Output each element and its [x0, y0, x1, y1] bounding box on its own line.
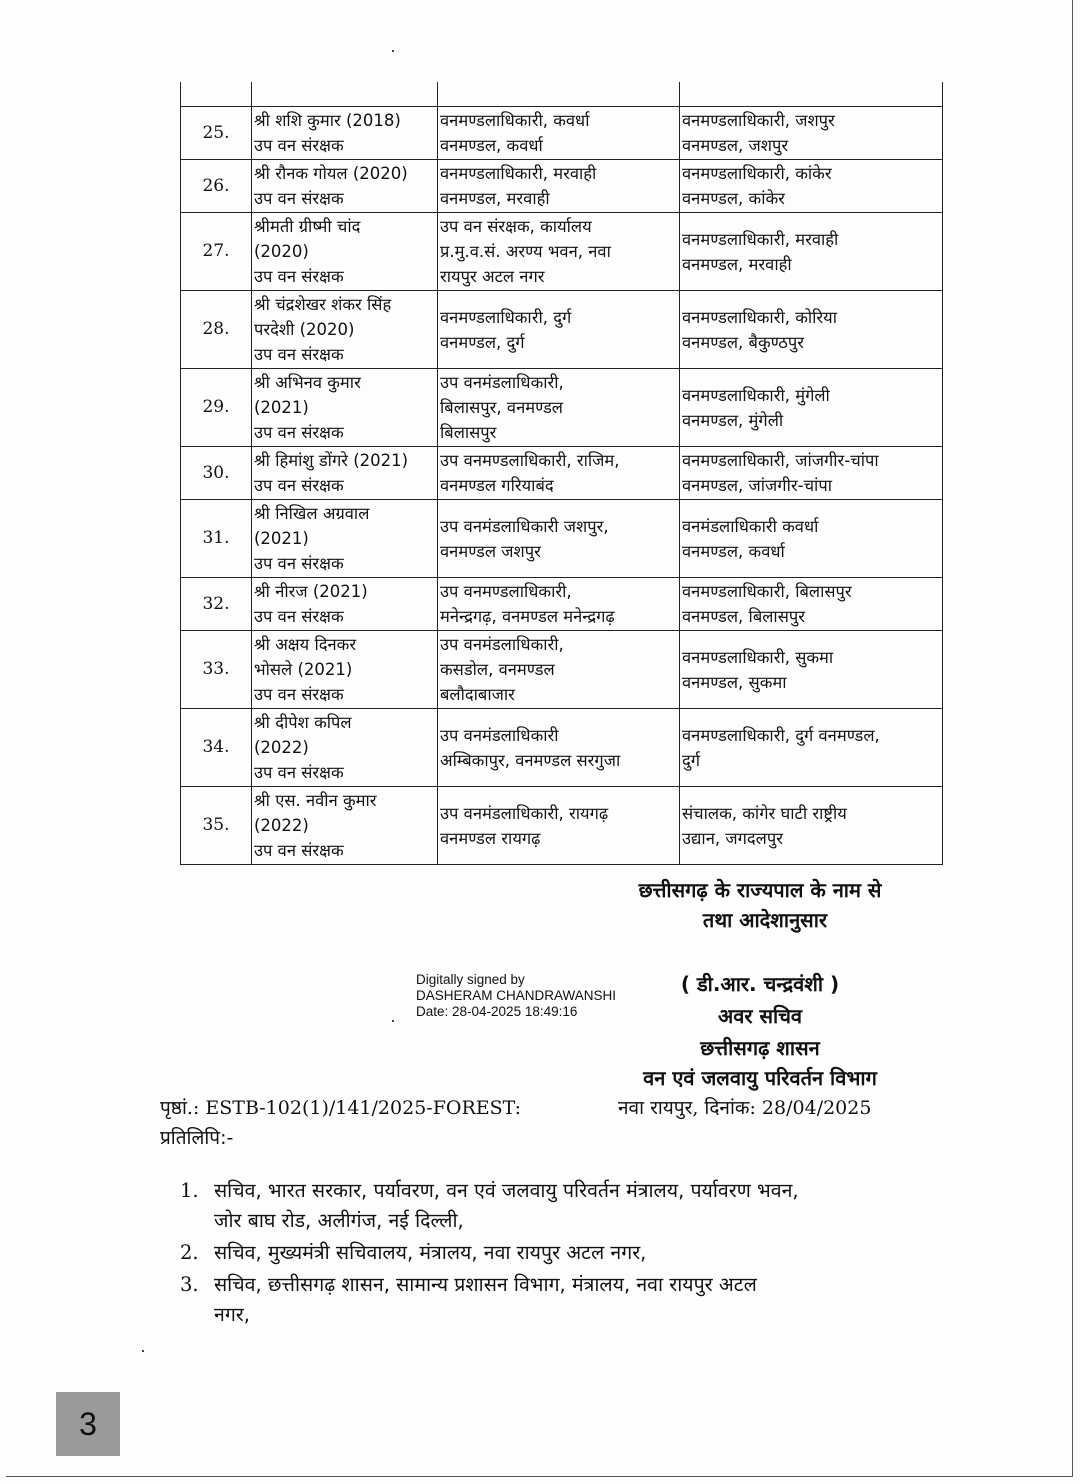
new-posting-text: वनमण्डलाधिकारी, बिलासपुर — [682, 582, 852, 601]
copy-item-number: 1. — [180, 1179, 199, 1202]
officer-text: उप वन संरक्षक — [254, 267, 344, 286]
copy-list-item — [180, 1176, 980, 1236]
signatory-department: वन एवं जलवायु परिवर्तन विभाग — [643, 1066, 877, 1090]
table-row — [181, 291, 943, 369]
new-posting-text: वनमण्डलाधिकारी, सुकमा — [682, 647, 834, 667]
officer-text: उप वन संरक्षक — [254, 841, 344, 860]
serial-number-text: 35. — [202, 815, 230, 835]
new-posting-text: वनमण्डल, सुकमा — [682, 672, 787, 692]
new-posting-text: वनमण्डल, कांकेर — [682, 189, 785, 208]
current-posting-cell — [438, 709, 680, 787]
officer-cell — [252, 787, 438, 865]
new-posting-text: वनमण्डल, कवर्धा — [682, 541, 785, 561]
serial-number-cell — [181, 107, 252, 160]
serial-number-cell — [181, 291, 252, 369]
table-row — [181, 631, 943, 709]
officer-text: (2022) — [254, 738, 309, 757]
signatory-government: छत्तीसगढ़ शासन — [700, 1036, 820, 1060]
copy-item-text: जोर बाघ रोड, अलीगंज, नई दिल्ली, — [214, 1209, 464, 1232]
endorsement-number: पृष्ठां.: ESTB-102(1)/141/2025-FOREST: — [160, 1097, 522, 1119]
officer-text: श्री नीरज (2021) — [254, 582, 368, 601]
current-posting-text: वनमण्डल, दुर्ग — [440, 332, 525, 352]
officer-text: उप वन संरक्षक — [254, 607, 344, 626]
officer-cell — [252, 709, 438, 787]
officer-cell — [252, 213, 438, 291]
new-posting-text: वनमण्डल, जशपुर — [682, 136, 789, 155]
serial-number-text: 25. — [202, 122, 230, 143]
current-posting-cell — [438, 213, 680, 291]
new-posting-cell — [680, 213, 943, 291]
new-posting-text: वनमंडलाधिकारी कवर्धा — [682, 516, 819, 536]
officer-text: (2021) — [254, 529, 309, 548]
current-posting-cell — [438, 578, 680, 631]
table-row — [181, 213, 943, 291]
new-posting-text: संचालक, कांगेर घाटी राष्ट्रीय — [682, 803, 847, 823]
officer-cell — [252, 160, 438, 213]
serial-number-text: 29. — [202, 397, 230, 417]
current-posting-cell — [438, 107, 680, 160]
serial-number-text: 33. — [202, 659, 230, 679]
current-posting-text: उप वनमंडलाधिकारी, — [440, 635, 564, 654]
officer-text: श्री दीपेश कपिल — [254, 713, 352, 732]
table-row — [181, 578, 943, 631]
new-posting-text: वनमण्डलाधिकारी, मुंगेली — [682, 385, 830, 405]
officer-cell — [252, 447, 438, 500]
current-posting-text: कसडोल, वनमण्डल — [440, 660, 555, 679]
new-posting-cell — [680, 709, 943, 787]
new-posting-text: वनमण्डल, बिलासपुर — [682, 607, 805, 626]
current-posting-cell — [438, 291, 680, 369]
copy-list-item — [180, 1270, 980, 1330]
digital-signature-line: Digitally signed by — [416, 972, 525, 987]
serial-number-text: 30. — [202, 462, 230, 483]
officer-text: श्री अक्षय दिनकर — [254, 635, 357, 654]
serial-number-cell — [181, 578, 252, 631]
current-posting-cell — [438, 787, 680, 865]
page-number: 3 — [56, 1392, 120, 1456]
serial-number-text: 34. — [202, 737, 230, 757]
officer-text: भोसले (2021) — [254, 660, 353, 679]
serial-number-cell — [181, 787, 252, 865]
new-posting-cell — [680, 447, 943, 500]
new-posting-text: वनमण्डल, मुंगेली — [682, 410, 784, 430]
officer-cell — [252, 369, 438, 447]
current-posting-text: उप वन संरक्षक, कार्यालय — [440, 217, 592, 236]
officer-cell — [252, 291, 438, 369]
officer-text: श्री रौनक गोयल (2020) — [254, 164, 408, 183]
officer-text: उप वन संरक्षक — [254, 136, 344, 155]
copy-item-text: सचिव, भारत सरकार, पर्यावरण, वन एवं जलवायु परिवर्तन मंत्रालय, पर्यावरण भवन, — [214, 1179, 799, 1202]
current-posting-text: उप वनमंडलाधिकारी, रायगढ़ — [440, 803, 609, 823]
officer-text: उप वन संरक्षक — [254, 763, 344, 782]
serial-number-text: 32. — [202, 593, 230, 614]
new-posting-text: वनमण्डलाधिकारी, कोरिया — [682, 307, 838, 327]
new-posting-cell — [680, 160, 943, 213]
officer-text: श्री चंद्रशेखर शंकर सिंह — [254, 295, 392, 314]
current-posting-text: उप वनमंडलाधिकारी, — [440, 373, 564, 392]
current-posting-text: वनमण्डल जशपुर — [440, 541, 541, 561]
copy-list — [180, 1176, 980, 1332]
serial-number-cell — [181, 213, 252, 291]
current-posting-cell — [438, 160, 680, 213]
digital-signature-name: DASHERAM CHANDRAWANSHI — [416, 988, 617, 1003]
current-posting-text: वनमण्डल गरियाबंद — [440, 476, 554, 495]
table-row — [181, 709, 943, 787]
current-posting-cell — [438, 447, 680, 500]
new-posting-text: वनमण्डलाधिकारी, दुर्ग वनमण्डल, — [682, 725, 880, 745]
officer-cell — [252, 107, 438, 160]
current-posting-text: वनमण्डलाधिकारी, कवर्धा — [440, 111, 590, 130]
serial-number-cell — [181, 160, 252, 213]
copy-list-item — [180, 1238, 980, 1268]
new-posting-text: दुर्ग — [682, 750, 701, 770]
current-posting-text: रायपुर अटल नगर — [440, 267, 545, 286]
current-posting-text: अम्बिकापुर, वनमण्डल सरगुजा — [440, 750, 621, 770]
current-posting-text: वनमण्डलाधिकारी, दुर्ग — [440, 307, 572, 327]
officer-text: उप वन संरक्षक — [254, 423, 344, 442]
officer-text: (2021) — [254, 398, 309, 417]
new-posting-text: वनमण्डलाधिकारी, मरवाही — [682, 229, 839, 249]
new-posting-cell — [680, 369, 943, 447]
current-posting-text: बिलासपुर, वनमण्डल — [440, 398, 563, 417]
scan-speck — [392, 1020, 394, 1022]
order-line-1: छत्तीसगढ़ के राज्यपाल के नाम से — [638, 878, 882, 902]
copy-item-text: नगर, — [214, 1303, 250, 1326]
scan-speck — [392, 50, 394, 52]
current-posting-text: उप वनमण्डलाधिकारी, — [440, 582, 572, 601]
current-posting-text: मनेन्द्रगढ़, वनमण्डल मनेन्द्रगढ़ — [440, 607, 615, 626]
serial-number-text: 26. — [202, 175, 230, 196]
current-posting-text: प्र.मु.व.सं. अरण्य भवन, नवा — [440, 242, 611, 261]
new-posting-cell — [680, 291, 943, 369]
digital-signature-date: Date: 28-04-2025 18:49:16 — [416, 1004, 578, 1019]
officer-cell — [252, 578, 438, 631]
serial-number-text: 31. — [202, 528, 230, 548]
scan-speck — [142, 1350, 144, 1352]
new-posting-cell — [680, 787, 943, 865]
current-posting-text: बलौदाबाजार — [440, 685, 515, 704]
current-posting-text: वनमण्डल, कवर्धा — [440, 136, 543, 155]
current-posting-text: उप वनमंडलाधिकारी — [440, 725, 559, 745]
transfer-table — [180, 82, 943, 865]
officer-text: श्री शशि कुमार (2018) — [254, 111, 401, 130]
table-continuation-row — [181, 82, 943, 107]
officer-text: (2022) — [254, 816, 309, 835]
current-posting-cell — [438, 631, 680, 709]
table-row — [181, 787, 943, 865]
officer-text: परदेशी (2020) — [254, 320, 355, 339]
officer-text: उप वन संरक्षक — [254, 189, 344, 208]
current-posting-cell — [438, 500, 680, 578]
current-posting-text: वनमण्डल रायगढ़ — [440, 828, 541, 848]
signatory-designation: अवर सचिव — [717, 1004, 803, 1028]
officer-cell — [252, 500, 438, 578]
current-posting-text: उप वनमंडलाधिकारी जशपुर, — [440, 516, 609, 536]
new-posting-cell — [680, 107, 943, 160]
new-posting-cell — [680, 500, 943, 578]
table-row — [181, 447, 943, 500]
new-posting-text: वनमण्डल, बैकुण्ठपुर — [682, 332, 804, 352]
serial-number-cell — [181, 709, 252, 787]
new-posting-text: उद्यान, जगदलपुर — [682, 828, 783, 848]
new-posting-text: वनमण्डलाधिकारी, कांकेर — [682, 164, 832, 183]
current-posting-text: वनमण्डलाधिकारी, मरवाही — [440, 164, 597, 183]
new-posting-text: वनमण्डल, जांजगीर-चांपा — [682, 476, 832, 495]
serial-number-cell — [181, 369, 252, 447]
officer-text: उप वन संरक्षक — [254, 476, 344, 495]
serial-number-text: 28. — [202, 319, 230, 339]
new-posting-cell — [680, 631, 943, 709]
officer-text: श्री अभिनव कुमार — [254, 373, 361, 392]
officer-text: श्री एस. नवीन कुमार — [254, 791, 377, 810]
current-posting-text: वनमण्डल, मरवाही — [440, 189, 550, 208]
table-row — [181, 369, 943, 447]
place-date: नवा रायपुर, दिनांक: 28/04/2025 — [618, 1097, 872, 1119]
copy-item-number: 3. — [180, 1273, 199, 1296]
new-posting-text: वनमण्डल, मरवाही — [682, 254, 792, 274]
new-posting-text: वनमण्डलाधिकारी, जशपुर — [682, 111, 835, 130]
order-line-2: तथा आदेशानुसार — [702, 908, 828, 932]
copy-item-number: 2. — [180, 1241, 199, 1264]
officer-text: श्री हिमांशु डोंगरे (2021) — [254, 451, 409, 470]
copy-item-text: सचिव, मुख्यमंत्री सचिवालय, मंत्रालय, नवा रायपुर अटल नगर, — [214, 1241, 647, 1264]
current-posting-text: उप वनमण्डलाधिकारी, राजिम, — [440, 451, 620, 470]
officer-cell — [252, 631, 438, 709]
new-posting-cell — [680, 578, 943, 631]
officer-text: उप वन संरक्षक — [254, 685, 344, 704]
copy-item-text: सचिव, छत्तीसगढ़ शासन, सामान्य प्रशासन विभाग, मंत्रालय, नवा रायपुर अटल — [214, 1273, 757, 1296]
copy-title: प्रतिलिपि:- — [160, 1127, 234, 1149]
current-posting-text: बिलासपुर — [440, 423, 497, 442]
serial-number-cell — [181, 631, 252, 709]
officer-text: श्रीमती ग्रीष्मी चांद — [254, 217, 361, 236]
serial-number-cell — [181, 500, 252, 578]
table-row — [181, 107, 943, 160]
officer-text: उप वन संरक्षक — [254, 345, 344, 364]
officer-text: उप वन संरक्षक — [254, 554, 344, 573]
officer-text: श्री निखिल अग्रवाल — [254, 504, 370, 523]
new-posting-text: वनमण्डलाधिकारी, जांजगीर-चांपा — [682, 451, 879, 470]
table-row — [181, 160, 943, 213]
serial-number-cell — [181, 447, 252, 500]
table-row — [181, 500, 943, 578]
officer-text: (2020) — [254, 242, 309, 261]
signatory-name: ( डी.आर. चन्द्रवंशी ) — [680, 972, 840, 996]
current-posting-cell — [438, 369, 680, 447]
serial-number-text: 27. — [202, 241, 230, 261]
